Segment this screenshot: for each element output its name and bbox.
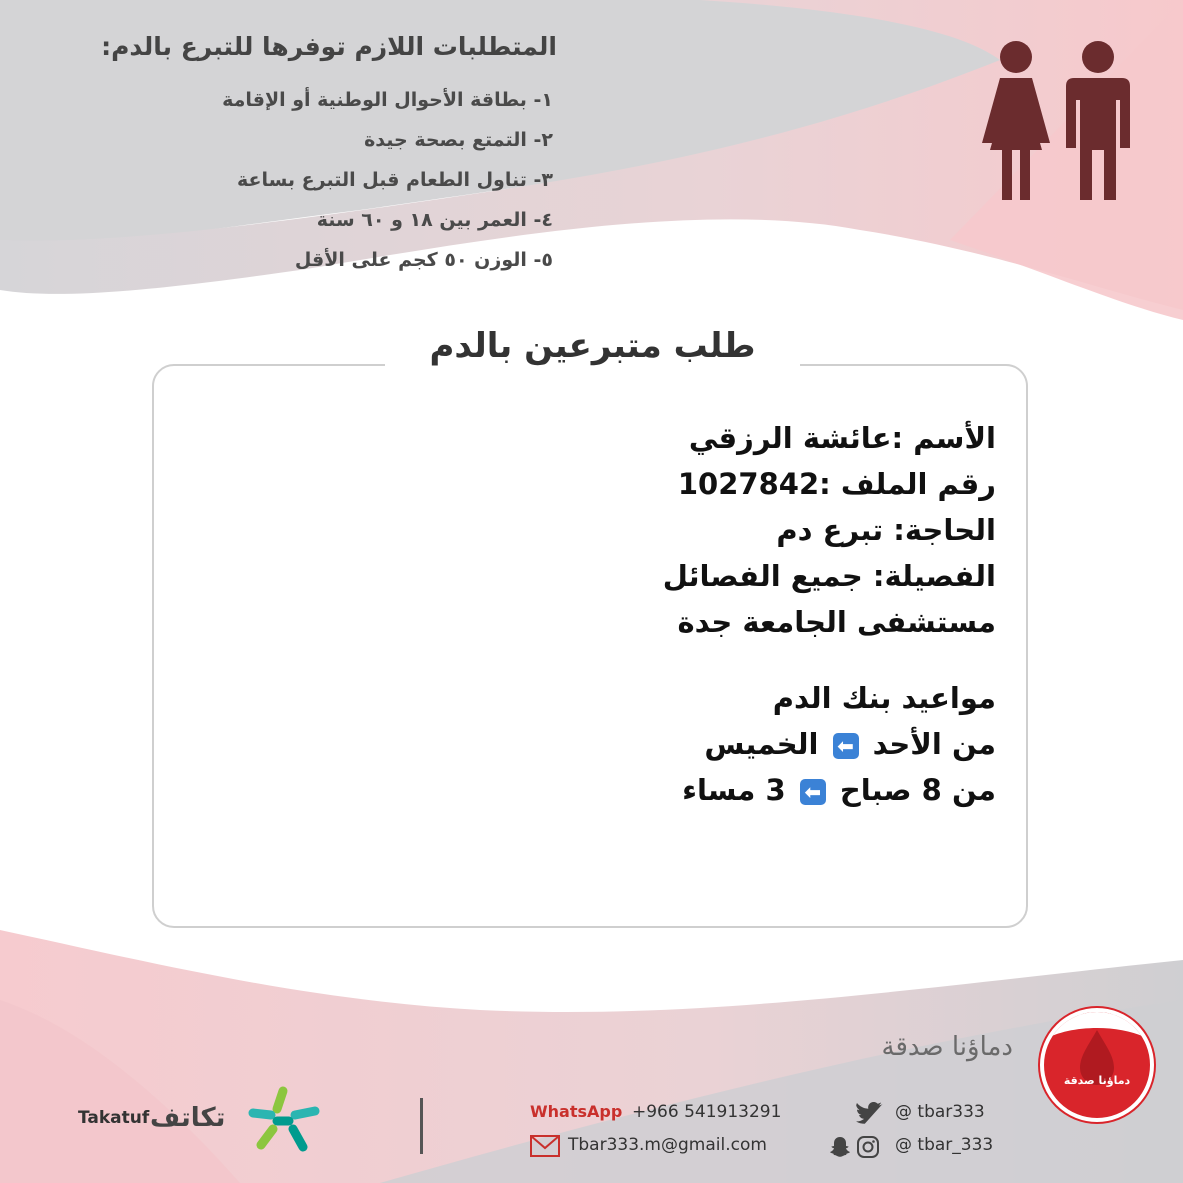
twitter-handle[interactable]: @ tbar333 [895,1102,985,1122]
requirements-title: المتطلبات اللازم توفرها للتبرع بالدم: [101,32,557,61]
patient-name: الأسم :عائشة الرزقي [688,421,996,455]
brand-logo [1040,1008,1154,1122]
file-number: 1027842 [677,467,820,501]
takatuf-name-en: Takatuf [78,1108,150,1128]
blood-bank-hours [682,675,996,813]
days-from: من الأحد [872,727,996,761]
requirement-item: ١- بطاقة الأحوال الوطنية أو الإقامة [222,89,553,111]
twitter-icon [856,1102,884,1124]
hours-time-row [682,767,996,813]
takatuf-name-ar: تكاتف [150,1103,226,1133]
snapchat-icon [828,1135,852,1159]
time-from-period: صباح [839,773,912,807]
whatsapp-label: WhatsApp [530,1102,623,1121]
patient-file-row [663,461,996,507]
patient-details [663,415,996,645]
patient-hospital: مستشفى الجامعة جدة [677,605,996,639]
male-icon-body [1066,78,1130,200]
hours-title: مواعيد بنك الدم [772,681,996,715]
requirement-item: ٢- التمتع بصحة جيدة [364,129,553,151]
left-arrow-icon: ⬅ [833,733,859,759]
whatsapp-number[interactable]: +966 541913291 [632,1102,782,1122]
days-to: الخميس [704,727,819,761]
instagram-handle[interactable]: @ tbar_333 [895,1135,994,1155]
email-address[interactable]: Tbar333.m@gmail.com [568,1135,767,1155]
female-icon-body [982,78,1050,200]
requirement-item: ٣- تناول الطعام قبل التبرع بساعة [236,169,553,191]
time-from-hour: 8 [921,773,942,807]
blood-drop-icon [1044,1012,1150,1118]
requirement-item: ٥- الوزن ٥٠ كجم على الأقل [294,249,553,271]
requirements-list [222,82,553,282]
brand-name: دماؤنا صدقة [881,1032,1013,1062]
file-label: رقم الملف : [819,467,996,501]
time-to-period: مساء [682,773,756,807]
patient-blood-type: الفصيلة: جميع الفصائل [662,559,996,593]
email-icon [530,1135,560,1157]
male-icon-head [1082,41,1114,73]
form-title: طلب متبرعين بالدم [385,326,800,366]
hours-days-row [682,721,996,767]
male-female-icon [970,38,1150,208]
female-icon-head [1000,41,1032,73]
left-arrow-icon: ⬅ [800,779,826,805]
logo-text: دماؤنا صدقة [1063,1074,1131,1087]
requirement-item: ٤- العمر بين ١٨ و ٦٠ سنة [316,209,553,231]
time-to-hour: 3 [765,773,786,807]
instagram-icon [856,1135,880,1159]
divider [420,1098,423,1154]
takatuf-logo-icon [245,1085,321,1153]
time-prefix: من [951,773,996,807]
patient-need: الحاجة: تبرع دم [776,513,996,547]
